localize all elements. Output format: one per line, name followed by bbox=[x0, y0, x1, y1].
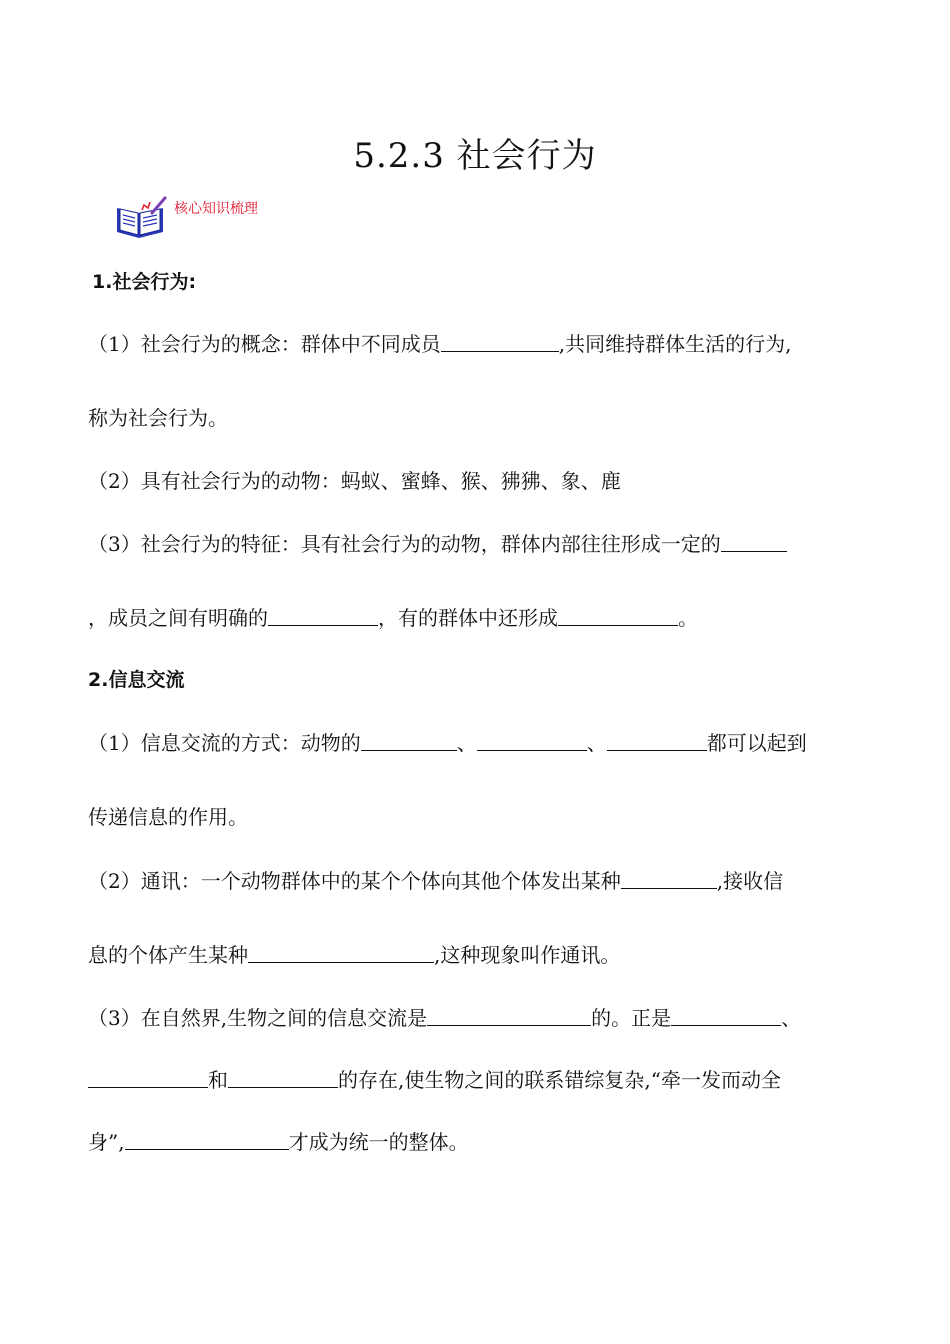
exchange-methods-line: （1）信息交流的方式：动物的 、 、 都可以起到 bbox=[88, 731, 807, 755]
blank-field[interactable] bbox=[268, 605, 378, 626]
animals-line: （2）具有社会行为的动物：蚂蚁、蜜蜂、猴、狒狒、象、鹿 bbox=[88, 469, 621, 493]
blank-field[interactable] bbox=[558, 605, 678, 626]
section-badge bbox=[114, 192, 284, 244]
section-heading-social-behavior: 1.社会行为: bbox=[92, 271, 197, 293]
blank-field[interactable] bbox=[441, 331, 559, 352]
features-line: （3）社会行为的特征：具有社会行为的动物，群体内部往往形成一定的 bbox=[88, 530, 787, 558]
exchange-methods-line-cont: 传递信息的作用。 bbox=[88, 805, 248, 829]
blank-field[interactable] bbox=[248, 942, 434, 963]
open-book-icon bbox=[114, 196, 168, 240]
blank-field[interactable] bbox=[427, 1005, 591, 1026]
section-heading-info-exchange: 2.信息交流 bbox=[88, 669, 185, 691]
blank-field[interactable] bbox=[671, 1005, 781, 1026]
blank-field[interactable] bbox=[361, 730, 457, 751]
features-line-cont: ，成员之间有明确的 ，有的群体中还形成 。 bbox=[88, 606, 698, 630]
blank-field[interactable] bbox=[88, 1067, 208, 1088]
definition-line-cont: 称为社会行为。 bbox=[88, 406, 228, 430]
blank-field[interactable] bbox=[228, 1067, 338, 1088]
definition-line: （1）社会行为的概念：群体中不同成员 ,共同维持群体生活的行为, bbox=[88, 332, 792, 356]
blank-field[interactable] bbox=[125, 1129, 289, 1150]
nature-exchange-line: （3）在自然界,生物之间的信息交流是 的。正是 、 bbox=[88, 1006, 802, 1030]
blank-field[interactable] bbox=[477, 730, 587, 751]
badge-label: 核心知识梳理 bbox=[174, 201, 258, 217]
nature-exchange-line-3: 身”, 才成为统一的整体。 bbox=[88, 1130, 469, 1154]
nature-exchange-line-2: 和 的存在,使生物之间的联系错综复杂,“牵一发而动全 bbox=[88, 1066, 781, 1094]
blank-field[interactable] bbox=[607, 730, 707, 751]
blank-field[interactable] bbox=[721, 531, 787, 552]
page-title: 5.2.3 社会行为 bbox=[353, 136, 597, 176]
communication-line: （2）通讯：一个动物群体中的某个个体向其他个体发出某种 ,接收信 bbox=[88, 869, 784, 893]
communication-line-cont: 息的个体产生某种 ,这种现象叫作通讯。 bbox=[88, 943, 621, 967]
blank-field[interactable] bbox=[621, 868, 717, 889]
